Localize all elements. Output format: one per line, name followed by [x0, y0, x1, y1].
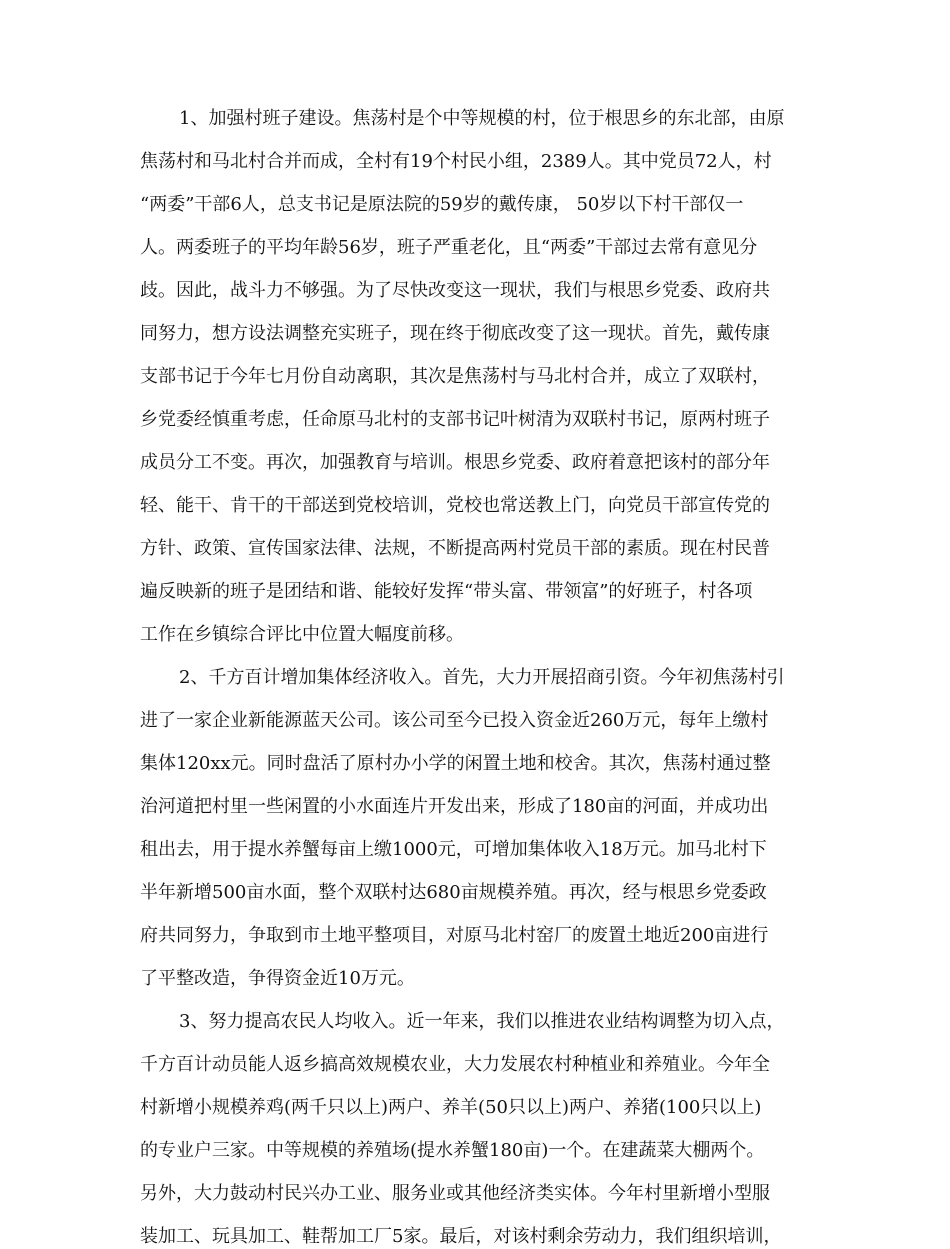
text-line: 半年新增500亩水面，整个双联村达680亩规模养殖。再次，经与根思乡党委政 [140, 882, 767, 903]
text-line: 遍反映新的班子是团结和谐、能较好发挥“带头富、带领富”的好班子，村各项 [140, 581, 753, 602]
text-line: 乡党委经慎重考虑，任命原马北村的支部书记叶树清为双联村书记，原两村班子 [140, 409, 770, 430]
text-line: 进了一家企业新能源蓝天公司。该公司至今已投入资金近260万元，每年上缴村 [140, 710, 769, 731]
text-line: 装加工、玩具加工、鞋帮加工厂5家。最后，对该村剩余劳动力，我们组织培训， [140, 1226, 782, 1247]
text-line: 集体120xx元。同时盘活了原村办小学的闲置土地和校舍。其次，焦荡村通过整 [140, 753, 771, 774]
text-line: 支部书记于今年七月份自动离职，其次是焦荡村与马北村合并，成立了双联村， [140, 366, 770, 387]
text-line: 治河道把村里一些闲置的小水面连片开发出来，形成了180亩的河面，并成功出 [140, 796, 769, 817]
text-line: 村新增小规模养鸡(两千只以上)两户、养羊(50只以上)两户、养猪(100只以上) [140, 1097, 762, 1118]
text-line: 工作在乡镇综合评比中位置大幅度前移。 [140, 624, 464, 645]
text-line: “两委”干部6人，总支书记是原法院的59岁的戴传康， 50岁以下村干部仅一 [140, 194, 744, 215]
text-line: 1、加强村班子建设。焦荡村是个中等规模的村，位于根思乡的东北部，由原 [179, 108, 785, 129]
text-line: 的专业户三家。中等规模的养殖场(提水养蟹180亩)一个。在建蔬菜大棚两个。 [140, 1140, 765, 1161]
text-line: 租出去，用于提水养蟹每亩上缴1000元，可增加集体收入18万元。加马北村下 [140, 839, 767, 860]
text-line: 了平整改造，争得资金近10万元。 [140, 968, 415, 989]
text-line: 千方百计动员能人返乡搞高效规模农业，大力发展农村种植业和养殖业。今年全 [140, 1054, 770, 1075]
text-line: 歧。因此，战斗力不够强。为了尽快改变这一现状，我们与根思乡党委、政府共 [140, 280, 770, 301]
text-line: 轻、能干、肯干的干部送到党校培训，党校也常送教上门，向党员干部宣传党的 [140, 495, 770, 516]
text-line: 3、努力提高农民人均收入。近一年来，我们以推进农业结构调整为切入点， [179, 1011, 785, 1032]
text-line: 方针、政策、宣传国家法律、法规，不断提高两村党员干部的素质。现在村民普 [140, 538, 770, 559]
text-line: 人。两委班子的平均年龄56岁，班子严重老化，且“两委”干部过去常有意见分 [140, 237, 758, 258]
text-line: 成员分工不变。再次，加强教育与培训。根思乡党委、政府着意把该村的部分年 [140, 452, 770, 473]
text-line: 同努力，想方设法调整充实班子，现在终于彻底改变了这一现状。首先，戴传康 [140, 323, 770, 344]
text-line: 另外，大力鼓动村民兴办工业、服务业或其他经济类实体。今年村里新增小型服 [140, 1183, 770, 1204]
text-line: 2、千方百计增加集体经济收入。首先，大力开展招商引资。今年初焦荡村引 [179, 667, 785, 688]
text-line: 焦荡村和马北村合并而成，全村有19个村民小组，2389人。其中党员72人，村 [140, 151, 772, 172]
text-line: 府共同努力，争取到市土地平整项目，对原马北村窑厂的废置土地近200亩进行 [140, 925, 769, 946]
